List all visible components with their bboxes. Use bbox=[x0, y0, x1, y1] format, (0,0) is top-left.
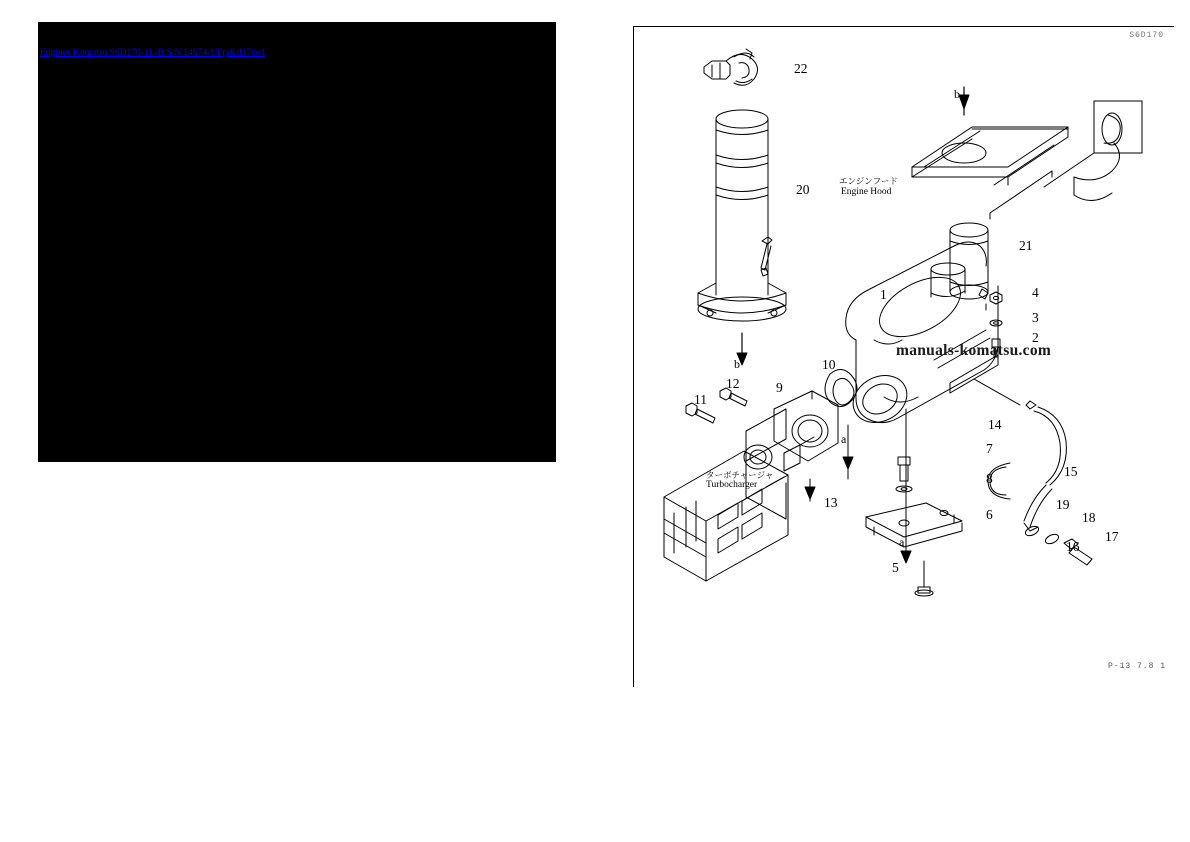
callout-number: 19 bbox=[1056, 497, 1070, 512]
callout-number: 17 bbox=[1105, 529, 1119, 544]
callout-number: 12 bbox=[726, 376, 740, 391]
callout-number: 21 bbox=[1019, 238, 1033, 253]
callout-number: 9 bbox=[776, 380, 783, 395]
callout-number: 3 bbox=[1032, 310, 1039, 325]
section-mark-b-lower: b bbox=[734, 357, 740, 371]
callout-number: 7 bbox=[986, 441, 993, 456]
callout-number: 10 bbox=[822, 357, 836, 372]
parts-diagram bbox=[633, 26, 1174, 687]
callout-number: 2 bbox=[1032, 330, 1039, 345]
top-code: S6D170 bbox=[1129, 31, 1164, 40]
callout-number: 16 bbox=[1066, 539, 1080, 554]
callout-number: 4 bbox=[1032, 285, 1039, 300]
annotation-engine-hood-jp: エンジンフード bbox=[839, 177, 898, 187]
callout-number: 15 bbox=[1064, 464, 1078, 479]
callout-number: 20 bbox=[796, 182, 810, 197]
section-mark-a-upper: a bbox=[841, 432, 847, 446]
callout-number: 14 bbox=[988, 417, 1002, 432]
callout-number: 13 bbox=[824, 495, 838, 510]
part-title-link[interactable]: Engines Komatsu S6D170-1L-B S/N 14674-UP(s&d170ed bbox=[40, 48, 265, 58]
watermark: manuals-komatsu.com bbox=[896, 342, 1052, 359]
callout-number: 11 bbox=[694, 392, 707, 407]
page-code: P-13 7.8 1 bbox=[1107, 662, 1166, 671]
callout-number: 5 bbox=[892, 560, 899, 575]
callout-number: 1 bbox=[880, 287, 887, 302]
annotation-turbocharger-jp: ターボチャージャ bbox=[706, 471, 774, 481]
image-placeholder-panel bbox=[38, 22, 556, 462]
section-mark-b-upper: b bbox=[954, 87, 960, 101]
callout-number: 6 bbox=[986, 507, 993, 522]
section-mark-a-lower: a bbox=[899, 535, 905, 549]
annotation-engine-hood-en: Engine Hood bbox=[841, 187, 892, 197]
callout-number: 22 bbox=[794, 61, 808, 76]
annotation-turbocharger-en: Turbocharger bbox=[706, 480, 758, 490]
callout-number: 8 bbox=[986, 471, 993, 486]
callout-number: 18 bbox=[1082, 510, 1096, 525]
